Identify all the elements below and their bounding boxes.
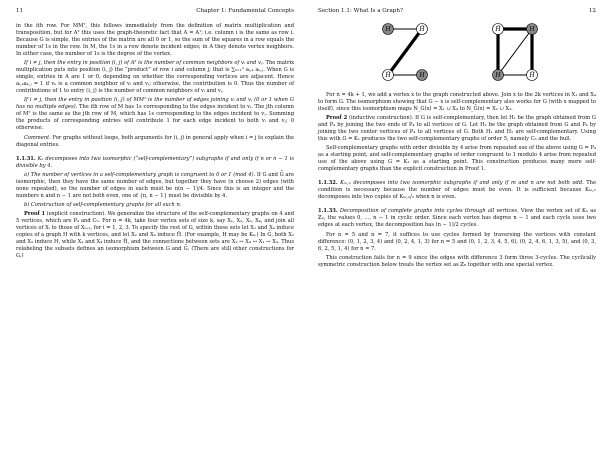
paragraph: Proof 2 (inductive construction). If G is self-complementary, then let H₁ be the graph obtained from G and P₄ by joining the two ends of P₄ to all vertices of G. Let H₂ be the graph obtained from G and P₄ by joining the two center vertices of P₄ to all vertices of G. Both H₁ and H₂ are self-complementary. Using this with G = K₁ produces the two self-complementary graphs of order 5, namely C₅ and the bull. — [318, 115, 597, 143]
paragraph: If i ≠ j, then the entry in position (i, j) of MMᵀ is the number of edges joining vᵢ and vⱼ (0 or 1 when G has no multiple edges). The ith row of M has 1s corresponding to the edges incident to vᵢ. The jth column of Mᵀ is the same as the jth row of M, which has 1s corresponding to the edges incident to vⱼ. Summing the products of corresponding entries will contribute 1 for each edge incident to both vᵢ and vⱼ; 0 otherwise. — [16, 97, 294, 132]
vertex-label: H — [419, 72, 425, 79]
left-running-title: Chapter 1: Fundamental Concepts — [196, 8, 294, 14]
figure-svg — [318, 23, 588, 85]
self-complementary-figure — [318, 23, 588, 85]
paragraph: Comment. For graphs without loops, both arguments for (i, j) in general apply when i = j to explain the diagonal entries. — [16, 134, 294, 148]
paragraph: For n = 4k + 1, we add a vertex x to the graph constructed above. Join x to the 2k vertices in X₁ and X₄ to form G. The isomorphism showing that G − x is self-complementary also works for G (with x mapped to itself), since this isomorphism maps N_G(x) = X₁ ∪ X₄ to N_Ḡ(x) = X₂ ∪ X₃. — [318, 92, 596, 112]
exercise-heading: 1.1.32. Kₘ,ₙ decomposes into two isomorphic subgraphs if and only if m and n are not both odd. The condition is necessary because the number of edges must be even. It is sufficient because Kₘ,ₙ decomposes into two copies of Kₘ,ₙ/₂ when n is even. — [318, 180, 596, 201]
paragraph: Self-complementary graphs with order divisible by 4 arise from repeated use of the above using G = P₄ as a starting point, and self-complementary graphs of order congruent to 1 modulo 4 arise from repeated use of the above using G = K₁ as a starting point. This construction produces many more self-complementary graphs than the explicit construction in Proof 1. — [318, 145, 596, 173]
left-running-head — [16, 8, 294, 14]
left-page-number: 11 — [16, 8, 24, 14]
paragraph: in the ith row. For MMᵀ, this follows immediately from the definition of matrix multiplication and transposition, but for A² this uses the graph-theoretic fact that A = Aᵀ; i.e. column i is the same as row i. Because G is simple, the entries of the matrix are all 0 or 1, so the sum of the squares in a row equals the number of 1s in the row. In M, the 1s in a row denote incident edges; in A they denote vertex neighbors. In either case, the number of 1s is the degree of the vertex. — [16, 23, 294, 57]
paragraph: For n = 5 and n = 7, it suffices to use cycles formed by traversing the vertices with constant difference: (0, 1, 2, 3, 4) and (0, 2, 4, 1, 3) for n = 5 and (0, 1, 2, 3, 4, 5, 6), (0, 2, 4, 6, 1, 3, 5), and (0, 3, 6, 2, 5, 1, 4) for n = 7. — [318, 231, 596, 252]
vertex-label: H̄ — [529, 72, 535, 79]
paragraph: Proof 1 (explicit construction). We generalize the structure of the self-complementary graphs on 4 and 5 vertices, which are P₄ and C₅. For n = 4k, take four vertex sets of size k, say X₁, X₂, X₃, X₄, and join all vertices of Xᵢ to those of Xᵢ₊₁, for i = 1, 2, 3. To specify the rest of G, within these sets let X₁ and X₄ induce copies of a graph H with k vertices, and let X₂ and X₃ induce H̄. (For example, H may be Kₖ.) In Ḡ, both X₂ and X₃ induce H, while X₁ and X₄ induce H̄, and the connections between sets are X₂ ↔ X₄ ↔ X₁ ↔ X₃. Thus relabeling the subsets defines an isomorphism between G and Ḡ. (There are still other constructions for G.) — [16, 211, 294, 260]
vertex-label: H — [385, 26, 391, 33]
right-running-head — [318, 8, 596, 14]
paragraph: This construction fails for n = 9 since the edges with difference 3 form three 3-cycles. The cyclically symmetric construction below treats the vertex set as ℤ₈ together with one special vertex. — [318, 254, 596, 268]
exercise-heading: 1.1.31. Kₙ decomposes into two isomorphic (“self-complementary”) subgraphs if and only if n or n − 1 is divisible by 4. — [16, 155, 294, 169]
vertex-label: H — [495, 72, 501, 79]
edge — [498, 29, 532, 75]
paragraph: b) Construction of self-complementary graphs for all such n. — [24, 201, 182, 208]
left-body — [16, 23, 294, 260]
right-page — [306, 0, 612, 473]
right-page-number: 12 — [588, 8, 596, 14]
right-running-title: Section 1.1: What Is a Graph? — [318, 8, 403, 14]
vertex-label: H — [529, 26, 535, 33]
vertex-label: H̄ — [495, 26, 501, 33]
exercise-heading: 1.1.33. Decomposition of complete graphs into cycles through all vertices. View the vertex set of Kₙ as ℤₙ, the values 0, …, n − 1 in cyclic order. Since each vertex has degree n − 1 and each cycle uses two edges at each vertex, the decomposition has (n − 1)/2 cycles. — [318, 208, 596, 229]
paragraph: If i ≠ j, then the entry in position (i, j) of A² is the number of common neighbors of vᵢ and vⱼ. The matrix multiplication puts into position (i, j) the “product” of row i and column j; that is ∑ₖ₌₁ⁿ aᵢ,ₖ aₖ,ⱼ. When G is simple, entries in A are 1 or 0, depending on whether the corresponding vertices are adjacent. Hence aᵢ,ₖaₖ,ⱼ = 1 if vₖ is a common neighbor of vᵢ and vⱼ; otherwise, the contribution is 0. Thus the number of contributions of 1 to entry (i, j) is the number of common neighbors of vᵢ and vⱼ. — [16, 60, 295, 95]
edge — [388, 29, 422, 75]
paragraph: a) The number of vertices in a self-complementary graph is congruent to 0 or 1 (mod 4). If G and Ḡ are isomorphic, then they have the same number of edges, but together they have (n choose 2) edges (with none repeated), so the number of edges in each must be n(n − 1)/4. Since this is an integer and the numbers n and n − 1 are not both even, one of {n, n − 1} must be divisible by 4. — [16, 171, 294, 199]
vertex-label: H̄ — [419, 26, 425, 33]
right-body — [318, 92, 596, 269]
vertex-label: H̄ — [385, 72, 391, 79]
